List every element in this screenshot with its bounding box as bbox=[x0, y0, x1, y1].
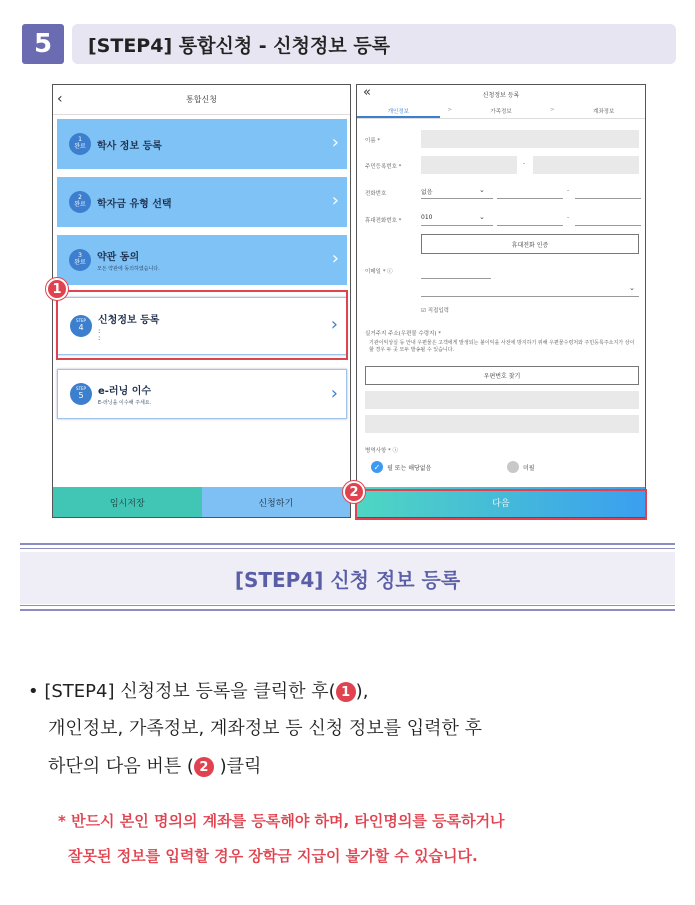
right-phone-screen bbox=[356, 84, 646, 518]
chevron-down-icon: ⌄ bbox=[629, 284, 635, 292]
zip-search-button[interactable]: 우편번호 찾기 bbox=[365, 366, 639, 385]
email-domain-select[interactable] bbox=[421, 281, 639, 297]
menu-item-sub: 모든 약관에 동의하였습니다. bbox=[97, 266, 160, 272]
radio-unchecked-icon[interactable] bbox=[507, 461, 519, 473]
highlight-box-2 bbox=[355, 489, 647, 520]
step-circle: 2 완료 bbox=[69, 191, 91, 213]
mobile-mid-input[interactable] bbox=[497, 210, 563, 226]
banner-bottom-line bbox=[20, 609, 675, 611]
military-opt2-label: 미필 bbox=[523, 465, 535, 472]
left-phone-header bbox=[53, 85, 350, 115]
phone-last-input[interactable] bbox=[575, 183, 641, 199]
chevron-right-icon: › bbox=[331, 190, 339, 211]
double-chevron-left-icon[interactable]: « bbox=[363, 85, 371, 100]
chevron-right-icon: › bbox=[330, 314, 338, 335]
instruction-line-1: • [STEP4] 신청정보 등록을 클릭한 후( 1 ), bbox=[28, 681, 369, 702]
military-label: 병역사항 * ⓘ bbox=[365, 448, 398, 454]
tab-separator: > bbox=[550, 107, 555, 113]
menu-item-terms[interactable] bbox=[57, 235, 347, 285]
step-circle: STEP 4 bbox=[70, 315, 92, 337]
section-banner: [STEP4] 신청 정보 등록 bbox=[20, 552, 675, 604]
chevron-right-icon: › bbox=[331, 248, 339, 269]
menu-item-elearning[interactable] bbox=[57, 369, 347, 419]
mobile-dash: - bbox=[567, 214, 570, 221]
tab-separator: > bbox=[447, 107, 452, 113]
chevron-right-icon: › bbox=[331, 132, 339, 153]
right-phone-title: 신청정보 등록 bbox=[482, 92, 520, 99]
instruction-line-2: 개인정보, 가족정보, 계좌정보 등 신청 정보를 입력한 후 bbox=[48, 718, 483, 739]
next-button[interactable]: 다음 bbox=[357, 487, 645, 517]
step-tabs bbox=[357, 103, 645, 119]
banner-bottom-line-thin bbox=[20, 605, 675, 606]
mobile-verify-button[interactable]: 휴대전화 인증 bbox=[421, 234, 639, 254]
rrn-dash: - bbox=[523, 160, 526, 167]
phone-mid-input[interactable] bbox=[497, 183, 563, 199]
warning-line-1: * 반드시 본인 명의의 계좌를 등록해야 하며, 타인명의를 등록하거나 bbox=[58, 812, 505, 830]
rrn-front-input[interactable] bbox=[421, 156, 517, 174]
marker-2: 2 bbox=[343, 481, 365, 503]
step-circle: 1 완료 bbox=[69, 133, 91, 155]
menu-item-label: e-러닝 이수 bbox=[98, 386, 152, 397]
highlight-box-1 bbox=[56, 290, 348, 360]
direct-input-checkbox[interactable]: ☑ 직접입력 bbox=[421, 308, 449, 314]
banner-top-line bbox=[20, 543, 675, 545]
mobile-label: 휴대전화번호 * bbox=[365, 218, 402, 224]
left-phone-bottom-bar bbox=[53, 487, 350, 517]
chevron-right-icon: › bbox=[330, 383, 338, 404]
banner-top-line-thin bbox=[20, 548, 675, 549]
step-number-badge: 5 bbox=[22, 24, 64, 64]
menu-item-academic-info[interactable] bbox=[57, 119, 347, 169]
phone-dash: - bbox=[567, 187, 570, 194]
military-opt1-label: 필 또는 해당없음 bbox=[387, 465, 432, 472]
menu-item-label: 약관 동의 bbox=[97, 252, 140, 263]
apply-button[interactable]: 신청하기 bbox=[202, 487, 351, 517]
menu-item-loan-type[interactable] bbox=[57, 177, 347, 227]
menu-item-sub: : : bbox=[98, 327, 101, 342]
right-phone-header bbox=[357, 85, 645, 103]
chevron-down-icon: ⌄ bbox=[479, 213, 485, 221]
chevron-left-icon[interactable]: ‹ bbox=[57, 91, 63, 107]
phone-label: 전화번호 bbox=[365, 191, 387, 197]
menu-item-sub: E-러닝을 이수해 주세요. bbox=[98, 400, 152, 406]
chevron-down-icon: ⌄ bbox=[479, 186, 485, 194]
name-label: 이름 * bbox=[365, 138, 381, 144]
address-label: 실거주지 주소(우편물 수령지) * bbox=[365, 331, 442, 337]
address-notice: 기관이익상실 등 안내 우편물은 고객에게 발생되는 불이익을 사전에 방지하기 위해 우편물수령처와 주민등록주소지가 상이할 경우 두 곳 모두 발송될 수 있습니다. bbox=[369, 340, 635, 353]
menu-item-label: 신청정보 등록 bbox=[98, 315, 160, 327]
step-title: [STEP4] 통합신청 - 신청정보 등록 bbox=[72, 24, 676, 64]
email-id-input[interactable] bbox=[421, 263, 491, 279]
mobile-last-input[interactable] bbox=[575, 210, 641, 226]
menu-item-label: 학자금 유형 선택 bbox=[97, 198, 172, 210]
email-label: 이메일 * ⓘ bbox=[365, 269, 393, 275]
marker-2-inline: 2 bbox=[194, 757, 214, 777]
name-input[interactable] bbox=[421, 130, 639, 148]
temp-save-button[interactable]: 임시저장 bbox=[53, 487, 202, 517]
menu-item-label: 학사 정보 등록 bbox=[97, 140, 162, 152]
address-input-1[interactable] bbox=[365, 391, 639, 409]
marker-1-inline: 1 bbox=[336, 682, 356, 702]
mobile-select[interactable]: 010 bbox=[421, 210, 493, 226]
check-icon[interactable]: ✓ bbox=[371, 461, 383, 473]
rrn-label: 주민등록번호 * bbox=[365, 164, 402, 170]
rrn-back-input[interactable] bbox=[533, 156, 639, 174]
instruction-line-3: 하단의 다음 버튼 ( 2 )클릭 bbox=[48, 756, 262, 777]
step-circle: 3 완료 bbox=[69, 249, 91, 271]
address-input-2[interactable] bbox=[365, 415, 639, 433]
warning-line-2: 잘못된 정보를 입력할 경우 장학금 지급이 불가할 수 있습니다. bbox=[68, 847, 478, 865]
marker-1: 1 bbox=[46, 278, 68, 300]
tab-personal[interactable]: 개인정보 bbox=[357, 103, 440, 118]
step-circle: STEP 5 bbox=[70, 383, 92, 405]
tab-account[interactable]: 계좌정보 bbox=[593, 109, 615, 115]
left-phone-title: 통합신청 bbox=[186, 95, 217, 104]
phone-select[interactable]: 없음 bbox=[421, 183, 493, 199]
tab-family[interactable]: 가족정보 bbox=[490, 109, 512, 115]
